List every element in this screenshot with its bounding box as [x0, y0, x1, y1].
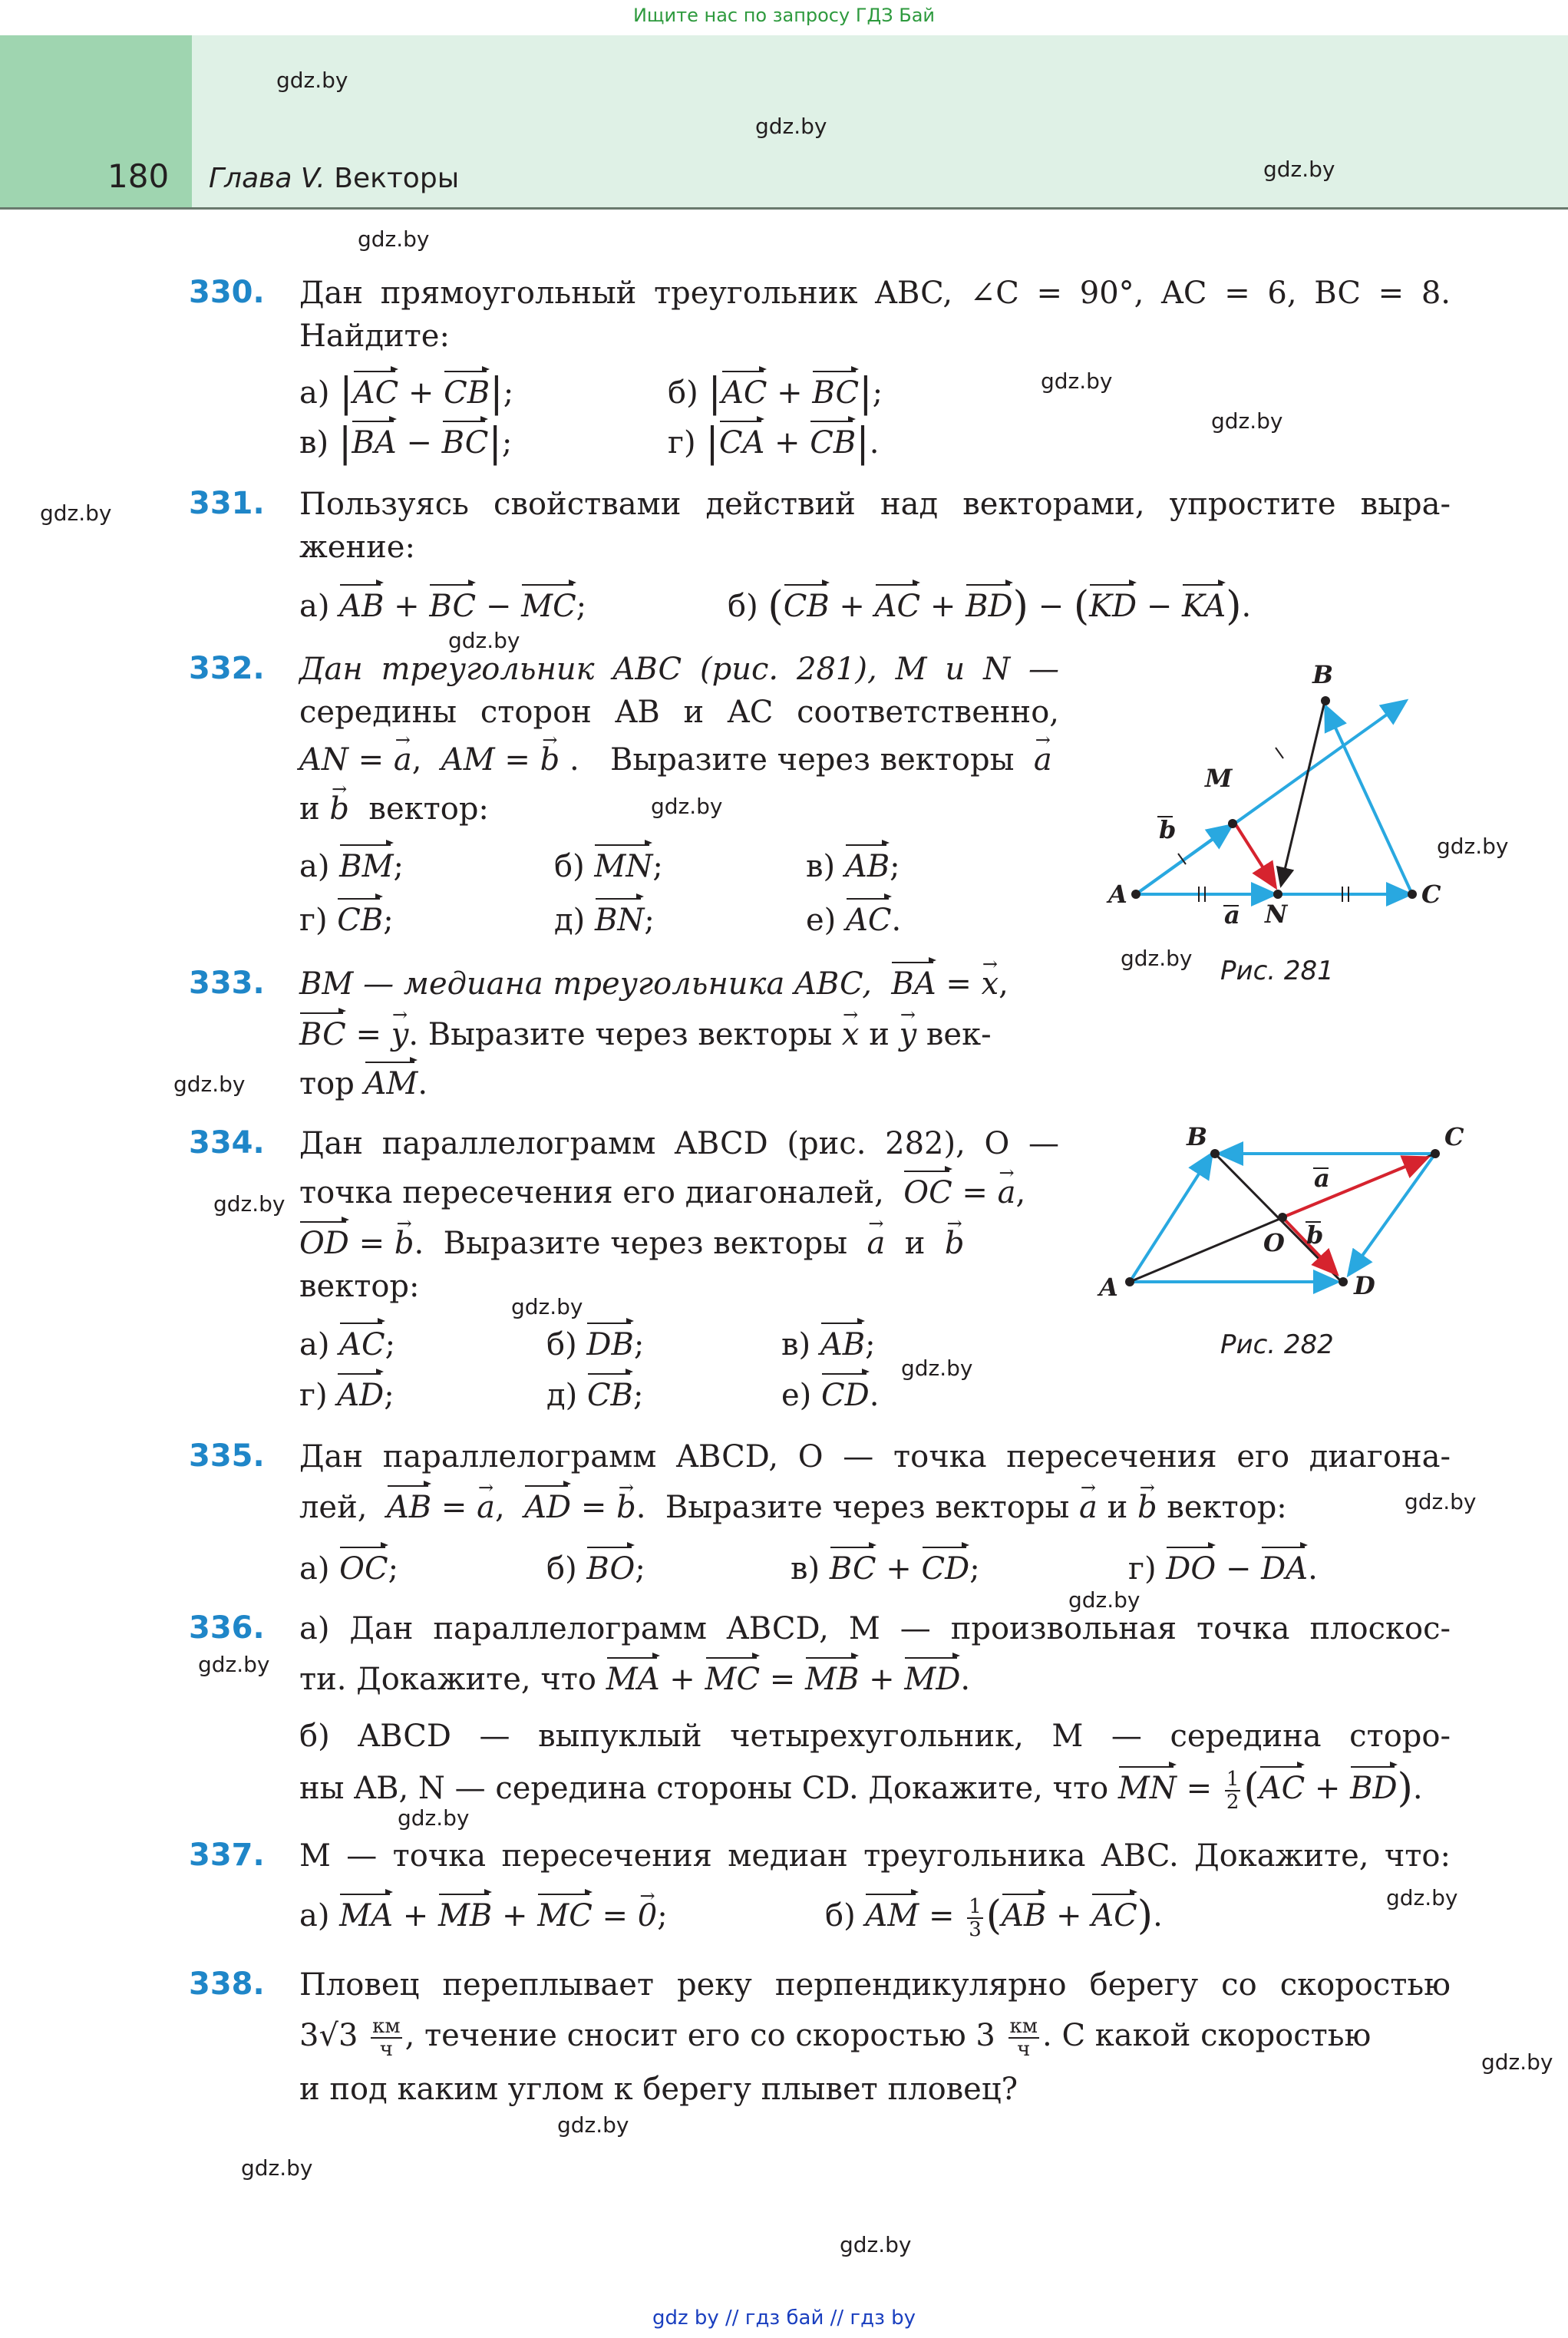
formula: е) CD. — [781, 1371, 879, 1420]
vector-b — [1136, 825, 1232, 894]
footer-links[interactable]: gdz by // гдз бай // гдз by — [652, 2307, 916, 2330]
label-b: B — [1187, 1122, 1208, 1151]
formula: лей, AB = a →, AD = b →. Выразите через векторы a → и b → вектор: — [299, 1483, 1287, 1532]
watermark: gdz.by — [173, 1072, 246, 1097]
label-b: B — [1312, 660, 1334, 689]
formula: а) AB + BC − MC; — [299, 582, 586, 631]
problem-text: BM — медиана треугольника ABC, — [299, 966, 872, 1002]
point-o — [1278, 1213, 1287, 1222]
problem-number: 332. — [189, 651, 265, 686]
watermark: gdz.by — [557, 2112, 629, 2138]
label-vector-a: a — [1314, 1164, 1330, 1193]
label-vector-b: b — [1159, 815, 1177, 844]
watermark: gdz.by — [448, 628, 520, 653]
formula: BM — медиана треугольника ABC, BA = x →, — [299, 959, 1008, 1009]
vector-oc — [1282, 1157, 1428, 1217]
formula: б) DB; — [546, 1320, 644, 1369]
problem-text: M — точка пересечения медиан треугольника ABC. Докажите, что: — [299, 1838, 1451, 1874]
watermark: gdz.by — [1405, 1489, 1477, 1514]
point-n — [1273, 890, 1282, 899]
formula: а) BM; — [299, 842, 404, 891]
problem-text: Дан прямоугольный треугольник ABC, ∠C = 90°, AC = 6, BC = 8. — [299, 276, 1451, 311]
point-c — [1431, 1149, 1440, 1158]
formula: г) AD; — [299, 1371, 394, 1420]
formula: BC = y →. Выразите через векторы x → и y → век- — [299, 1010, 992, 1059]
chapter-label: Глава V. — [209, 163, 325, 194]
watermark: gdz.by — [213, 1191, 286, 1217]
label-d: D — [1354, 1271, 1375, 1300]
problem-text: Выразите через векторы — [665, 1490, 1070, 1525]
formula: б) |AC + BC|; — [668, 370, 883, 416]
watermark: gdz.by — [1068, 1587, 1141, 1613]
watermark: gdz.by — [40, 500, 112, 526]
formula: а) MA + MB + MC = 0 →; — [299, 1891, 668, 1940]
problem-text: Дан треугольник ABC (рис. 281), M и N — — [299, 652, 1059, 687]
problem-text: век- — [926, 1017, 992, 1052]
watermark: gdz.by — [1041, 368, 1113, 394]
point-a — [1131, 890, 1141, 899]
formula: г) DO − DA. — [1128, 1544, 1318, 1593]
problem-text: Дан параллелограмм ABCD (рис. 282), O — — [299, 1126, 1059, 1161]
problem-text: Найдите: — [299, 319, 450, 354]
formula: б) AM = $\frac{1}{3}$ (AB + AC). — [825, 1893, 1163, 1941]
tick-mark — [1276, 748, 1283, 758]
problem-text: течение сносит его со скоростью — [424, 2018, 966, 2053]
watermark: gdz.by — [241, 2155, 313, 2181]
figure-281 — [1105, 652, 1474, 929]
point-b — [1210, 1149, 1220, 1158]
problem-text: вектор: — [299, 1269, 420, 1304]
formula: в) BC + CD; — [791, 1544, 980, 1593]
formula: точка пересечения его диагоналей, OC = a →, — [299, 1168, 1025, 1217]
formula: тор AM. — [299, 1059, 427, 1108]
watermark: gdz.by — [1437, 834, 1509, 859]
watermark: gdz.by — [1211, 408, 1283, 434]
formula: д) CB; — [546, 1371, 643, 1420]
formula: а) AC; — [299, 1320, 395, 1369]
formula: AN = a →, AM = b → . — [299, 735, 579, 784]
unit-top: км — [372, 2015, 401, 2038]
label-c: C — [1444, 1122, 1464, 1151]
label-c: C — [1421, 880, 1441, 909]
problem-number: 337. — [189, 1838, 265, 1873]
formula: а) OC; — [299, 1544, 398, 1593]
problem-text: Выразите через векторы a → — [610, 735, 1052, 784]
label-a: A — [1108, 880, 1127, 909]
problem-text: жение: — [299, 530, 415, 565]
problem-text: середины сторон AB и AC соответственно, — [299, 695, 1059, 730]
formula: е) AC. — [806, 896, 901, 945]
problem-number: 336. — [189, 1610, 265, 1646]
watermark: gdz.by — [755, 114, 827, 139]
problem-text: а) Дан параллелограмм ABCD, M — произвольная точка плоскос- — [299, 1611, 1451, 1646]
problem-number: 334. — [189, 1125, 265, 1161]
point-c — [1408, 890, 1417, 899]
formula: б) MN; — [554, 842, 663, 891]
formula: г) |CA + CB|. — [668, 420, 880, 466]
watermark: gdz.by — [276, 68, 348, 93]
side-ab — [1130, 1154, 1212, 1282]
label-vector-a: a — [1224, 900, 1240, 929]
problem-text: и под каким углом к берегу плывет пловец? — [299, 2072, 1018, 2107]
problem-number: 338. — [189, 1966, 265, 2002]
formula: в) AB; — [806, 842, 900, 891]
watermark: gdz.by — [1386, 1885, 1458, 1910]
figure-caption: Рис. 281 — [1220, 956, 1334, 986]
formula: в) AB; — [781, 1320, 876, 1369]
problem-text: Пользуясь свойствами действий над векторами, упростите выра- — [299, 487, 1451, 522]
problem-text: Выразите через векторы — [610, 742, 1015, 778]
problem-text: тор — [299, 1066, 355, 1101]
label-o: O — [1263, 1228, 1285, 1257]
problem-text: ти. Докажите, что — [299, 1662, 597, 1697]
problem-number: 330. — [189, 275, 265, 310]
side-cb-vector — [1325, 706, 1412, 894]
label-m: M — [1205, 764, 1233, 793]
watermark: gdz.by — [511, 1294, 583, 1319]
label-n: N — [1265, 900, 1288, 929]
point-m — [1228, 819, 1237, 828]
formula: и b → вектор: — [299, 784, 489, 834]
figure-caption: Рис. 282 — [1220, 1329, 1334, 1360]
watermark: gdz.by — [1263, 157, 1335, 182]
point-d — [1339, 1277, 1348, 1286]
formula: б) BO; — [546, 1544, 645, 1593]
watermark: gdz.by — [198, 1652, 270, 1677]
watermark: gdz.by — [840, 2232, 912, 2257]
watermark: gdz.by — [651, 794, 723, 819]
watermark: gdz.by — [1121, 946, 1193, 971]
watermark: gdz.by — [1481, 2049, 1553, 2075]
problem-number: 335. — [189, 1438, 265, 1474]
unit-bottom: ч — [379, 2038, 393, 2061]
problem-text: вектор: — [368, 791, 489, 827]
formula: д) BN; — [554, 896, 655, 945]
problem-text: Пловец переплывает реку перпендикулярно берегу со скоростью — [299, 1967, 1451, 2003]
formula: ны AB, N — середина стороны CD. Докажите, что MN = $\frac{1}{2}$ (AC + BD). — [299, 1765, 1423, 1814]
formula: б) (CB + AC + BD) − (KD − KA). — [728, 583, 1252, 629]
watermark: gdz.by — [901, 1356, 973, 1381]
problem-text: вектор: — [1167, 1490, 1287, 1525]
formula: 3√3 $\frac{км}{ч}$ , течение сносит его со скоростью 3 $\frac{км}{ч}$ . С какой скоростью — [299, 2015, 1372, 2061]
problem-text: лей, — [299, 1490, 368, 1525]
unit-bottom: ч — [1017, 2038, 1031, 2061]
figure-282 — [1090, 1121, 1489, 1313]
formula: OD = b →. Выразите через векторы a → и b → — [299, 1219, 964, 1268]
vector-mn — [1234, 822, 1276, 887]
problem-text: Выразите через векторы — [427, 1017, 833, 1052]
problem-number: 331. — [189, 486, 265, 521]
problem-text: ны AB, N — середина стороны CD. Докажите, что — [299, 1771, 1109, 1806]
problem-text: точка пересечения его диагоналей, — [299, 1175, 884, 1210]
page-number: 180 — [107, 157, 170, 195]
problem-text: Дан параллелограмм ABCD, O — точка пересечения его диагона- — [299, 1439, 1451, 1474]
point-a — [1125, 1277, 1134, 1286]
point-b — [1321, 696, 1330, 705]
problem-text: б) ABCD — выпуклый четырехугольник, M — середина сторо- — [299, 1719, 1451, 1754]
problem-number: 333. — [189, 966, 265, 1001]
label-a: A — [1099, 1273, 1118, 1302]
formula: а) |AC + CB|; — [299, 370, 514, 416]
problem-text: Выразите через векторы — [443, 1226, 848, 1261]
formula: г) CB; — [299, 896, 394, 945]
formula: в) |BA − BC|; — [299, 420, 513, 466]
vector-bn — [1281, 705, 1324, 886]
problem-text: С какой скоростью — [1061, 2018, 1372, 2053]
top-banner: Ищите нас по запросу ГДЗ Бай — [632, 5, 936, 26]
watermark: gdz.by — [358, 226, 430, 252]
chapter-heading — [209, 163, 459, 194]
label-vector-b: b — [1306, 1220, 1324, 1250]
header-rule — [0, 207, 1568, 210]
formula: ти. Докажите, что MA + MC = MB + MD. — [299, 1655, 970, 1704]
unit-top: км — [1009, 2015, 1038, 2038]
watermark: gdz.by — [398, 1805, 470, 1831]
chapter-title: Векторы — [334, 163, 460, 194]
